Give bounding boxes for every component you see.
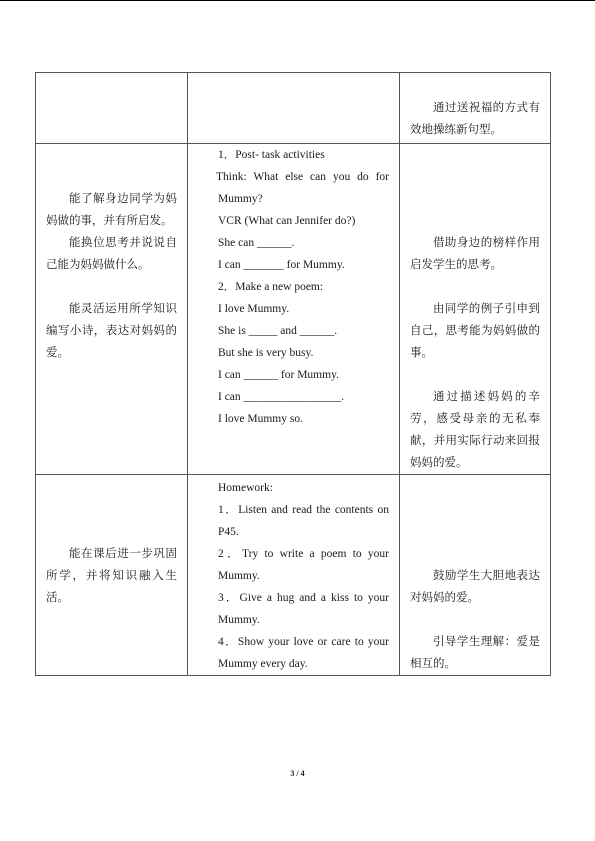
lesson-plan-table bbox=[35, 72, 551, 676]
content-line: VCR (What can Jennifer do?) bbox=[218, 215, 356, 227]
objective-cell bbox=[36, 73, 188, 144]
purpose-text: 由同学的例子引申到自己，思考能为妈妈做的事。 bbox=[410, 303, 540, 359]
content-line: I can _________________. bbox=[218, 391, 345, 403]
content-line: She is _____ and ______. bbox=[218, 325, 338, 337]
purpose-cell bbox=[400, 475, 551, 676]
purpose-cell bbox=[400, 73, 551, 144]
content-line: I love Mummy. bbox=[218, 303, 290, 315]
content-line: I can ______ for Mummy. bbox=[218, 369, 339, 381]
content-line: P45. bbox=[218, 526, 239, 538]
content-cell bbox=[188, 73, 400, 144]
page-top-border bbox=[0, 0, 595, 1]
objective-text: 能了解身边同学为妈妈做的事，并有所启发。 bbox=[46, 193, 177, 227]
purpose-text: 鼓励学生大胆地表达对妈妈的爱。 bbox=[410, 570, 540, 604]
content-line: Mummy every day. bbox=[218, 658, 308, 670]
purpose-cell bbox=[400, 144, 551, 475]
content-cell bbox=[188, 144, 400, 475]
content-line: She can ______. bbox=[218, 237, 295, 249]
content-line: Mummy. bbox=[218, 570, 260, 582]
content-line: 4．Show your love or care to your bbox=[218, 636, 389, 648]
homework-heading: Homework: bbox=[218, 482, 273, 494]
objective-text: 能换位思考并说说自己能为妈妈做什么。 bbox=[46, 237, 177, 271]
purpose-text: 通过送祝福的方式有效地操练新句型。 bbox=[410, 102, 540, 136]
content-cell bbox=[188, 475, 400, 676]
table-row bbox=[36, 144, 551, 475]
purpose-text: 引导学生理解：爱是相互的。 bbox=[410, 636, 540, 670]
objective-cell bbox=[36, 144, 188, 475]
content-line: Mummy? bbox=[218, 193, 263, 205]
content-line: 1．Listen and read the contents on bbox=[218, 504, 389, 516]
objective-text: 能灵活运用所学知识编写小诗，表达对妈妈的爱。 bbox=[46, 303, 177, 359]
content-line: I love Mummy so. bbox=[218, 413, 303, 425]
activity-heading: 2．Make a new poem: bbox=[218, 281, 324, 293]
content-line: 3．Give a hug and a kiss to your bbox=[218, 592, 389, 604]
table-row bbox=[36, 73, 551, 144]
purpose-text: 借助身边的榜样作用启发学生的思考。 bbox=[410, 237, 540, 271]
content-line: I can _______ for Mummy. bbox=[218, 259, 345, 271]
activity-heading: 1．Post- task activities bbox=[218, 149, 325, 161]
purpose-text: 通过描述妈妈的辛劳，感受母亲的无私奉献，并用实际行动来回报妈妈的爱。 bbox=[410, 391, 540, 469]
content-line: Think: What else can you do for bbox=[216, 171, 389, 183]
content-line: But she is very busy. bbox=[218, 347, 314, 359]
content-line: 2．Try to write a poem to your bbox=[218, 548, 389, 560]
content-line: Mummy. bbox=[218, 614, 260, 626]
table-row bbox=[36, 475, 551, 676]
objective-cell bbox=[36, 475, 188, 676]
objective-text: 能在课后进一步巩固所学，并将知识融入生活。 bbox=[46, 548, 177, 604]
page-number: 3 / 4 bbox=[290, 769, 305, 778]
